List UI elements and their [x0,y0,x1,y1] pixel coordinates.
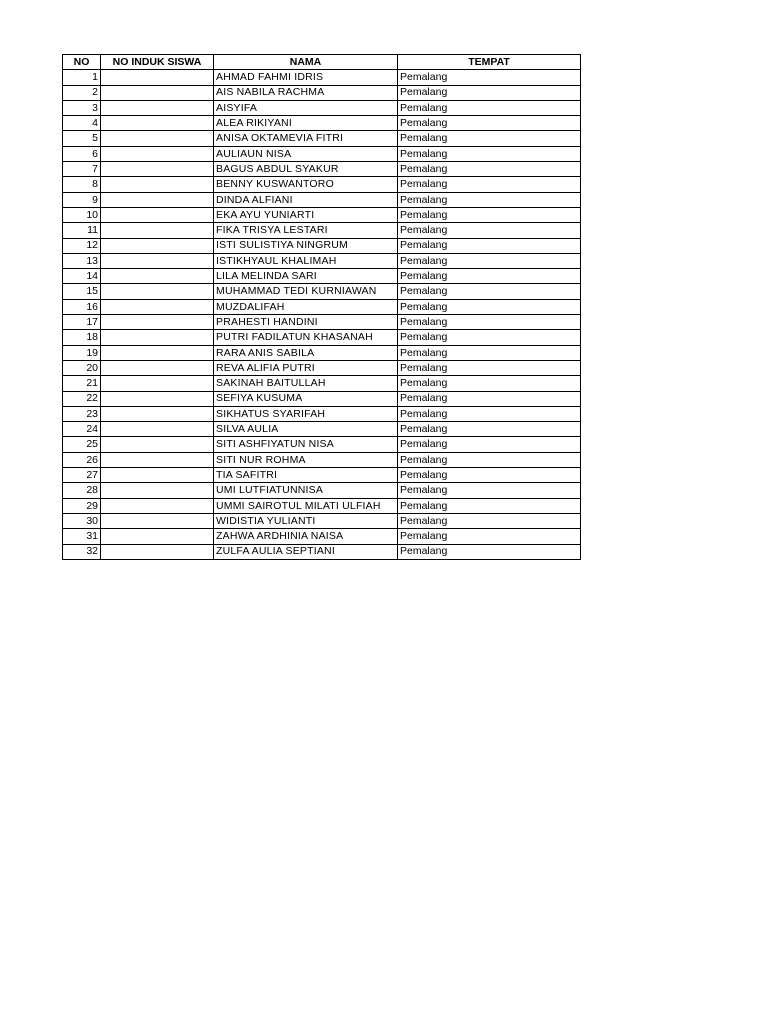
cell-no-induk-siswa [101,406,214,421]
header-no: NO [63,55,101,70]
header-tempat: TEMPAT [398,55,581,70]
cell-tempat: Pemalang [398,146,581,161]
cell-tempat: Pemalang [398,177,581,192]
cell-no-induk-siswa [101,452,214,467]
cell-no: 11 [63,223,101,238]
cell-no: 15 [63,284,101,299]
cell-nama: WIDISTIA YULIANTI [214,513,398,528]
cell-no: 30 [63,513,101,528]
cell-no: 5 [63,131,101,146]
cell-no-induk-siswa [101,116,214,131]
cell-tempat: Pemalang [398,406,581,421]
table-row [63,162,581,177]
cell-no: 25 [63,437,101,452]
cell-nama: PUTRI FADILATUN KHASANAH [214,330,398,345]
cell-nama: PRAHESTI HANDINI [214,315,398,330]
cell-tempat: Pemalang [398,299,581,314]
cell-no-induk-siswa [101,284,214,299]
cell-no-induk-siswa [101,70,214,85]
cell-no: 31 [63,529,101,544]
table-row [63,223,581,238]
cell-no: 16 [63,299,101,314]
table-row [63,483,581,498]
table-row [63,513,581,528]
cell-tempat: Pemalang [398,223,581,238]
cell-nama: SILVA AULIA [214,422,398,437]
cell-nama: ZULFA AULIA SEPTIANI [214,544,398,559]
cell-nama: TIA SAFITRI [214,468,398,483]
cell-no-induk-siswa [101,422,214,437]
cell-no: 21 [63,376,101,391]
table-row [63,406,581,421]
cell-tempat: Pemalang [398,376,581,391]
table-body [63,70,581,560]
cell-nama: SITI ASHFIYATUN NISA [214,437,398,452]
table-row [63,498,581,513]
cell-no-induk-siswa [101,238,214,253]
cell-tempat: Pemalang [398,498,581,513]
cell-no-induk-siswa [101,391,214,406]
table-row [63,238,581,253]
cell-nama: AHMAD FAHMI IDRIS [214,70,398,85]
table-row [63,422,581,437]
header-no-induk-siswa: NO INDUK SISWA [101,55,214,70]
cell-tempat: Pemalang [398,437,581,452]
cell-no-induk-siswa [101,529,214,544]
cell-no: 12 [63,238,101,253]
table-row [63,529,581,544]
cell-no-induk-siswa [101,253,214,268]
cell-no-induk-siswa [101,192,214,207]
table-row [63,207,581,222]
cell-no-induk-siswa [101,315,214,330]
cell-no: 22 [63,391,101,406]
cell-nama: UMI LUTFIATUNNISA [214,483,398,498]
cell-nama: ISTIKHYAUL KHALIMAH [214,253,398,268]
cell-no-induk-siswa [101,376,214,391]
cell-no: 7 [63,162,101,177]
cell-no-induk-siswa [101,468,214,483]
cell-nama: AISYIFA [214,100,398,115]
cell-no-induk-siswa [101,100,214,115]
table-row [63,315,581,330]
cell-nama: BENNY KUSWANTORO [214,177,398,192]
cell-no: 17 [63,315,101,330]
cell-tempat: Pemalang [398,131,581,146]
cell-nama: AIS NABILA RACHMA [214,85,398,100]
table-row [63,131,581,146]
cell-no: 3 [63,100,101,115]
cell-no: 14 [63,269,101,284]
cell-no: 6 [63,146,101,161]
table-row [63,468,581,483]
table-row [63,100,581,115]
student-table [62,54,581,560]
cell-tempat: Pemalang [398,100,581,115]
cell-nama: EKA AYU YUNIARTI [214,207,398,222]
cell-tempat: Pemalang [398,468,581,483]
header-row [63,55,581,70]
table-row [63,391,581,406]
cell-no-induk-siswa [101,162,214,177]
table-row [63,269,581,284]
cell-tempat: Pemalang [398,70,581,85]
cell-no: 9 [63,192,101,207]
cell-no: 20 [63,360,101,375]
table-row [63,284,581,299]
cell-no: 29 [63,498,101,513]
cell-no: 4 [63,116,101,131]
cell-nama: ANISA OKTAMEVIA FITRI [214,131,398,146]
cell-tempat: Pemalang [398,207,581,222]
cell-no: 32 [63,544,101,559]
table-row [63,360,581,375]
cell-no: 26 [63,452,101,467]
cell-no-induk-siswa [101,345,214,360]
table-row [63,544,581,559]
cell-no-induk-siswa [101,299,214,314]
table-header [63,55,581,70]
cell-no: 18 [63,330,101,345]
cell-tempat: Pemalang [398,192,581,207]
cell-nama: MUHAMMAD TEDI KURNIAWAN [214,284,398,299]
cell-no: 8 [63,177,101,192]
cell-nama: RARA ANIS SABILA [214,345,398,360]
cell-no-induk-siswa [101,544,214,559]
cell-tempat: Pemalang [398,253,581,268]
cell-no: 2 [63,85,101,100]
cell-no: 24 [63,422,101,437]
cell-no: 1 [63,70,101,85]
cell-tempat: Pemalang [398,162,581,177]
cell-nama: BAGUS ABDUL SYAKUR [214,162,398,177]
cell-no-induk-siswa [101,207,214,222]
table-row [63,330,581,345]
table-row [63,376,581,391]
cell-tempat: Pemalang [398,452,581,467]
cell-no-induk-siswa [101,498,214,513]
cell-nama: FIKA TRISYA LESTARI [214,223,398,238]
cell-no: 13 [63,253,101,268]
cell-nama: AULIAUN NISA [214,146,398,161]
table-row [63,253,581,268]
cell-no-induk-siswa [101,85,214,100]
cell-tempat: Pemalang [398,360,581,375]
table-row [63,299,581,314]
table-row [63,452,581,467]
cell-no-induk-siswa [101,513,214,528]
cell-nama: MUZDALIFAH [214,299,398,314]
cell-tempat: Pemalang [398,85,581,100]
cell-tempat: Pemalang [398,116,581,131]
cell-no-induk-siswa [101,330,214,345]
table-row [63,437,581,452]
cell-nama: LILA MELINDA SARI [214,269,398,284]
cell-no-induk-siswa [101,437,214,452]
cell-no-induk-siswa [101,131,214,146]
cell-tempat: Pemalang [398,529,581,544]
cell-no-induk-siswa [101,146,214,161]
table-row [63,192,581,207]
cell-nama: SEFIYA KUSUMA [214,391,398,406]
cell-no-induk-siswa [101,223,214,238]
cell-no-induk-siswa [101,269,214,284]
cell-tempat: Pemalang [398,284,581,299]
cell-no: 23 [63,406,101,421]
cell-tempat: Pemalang [398,330,581,345]
cell-tempat: Pemalang [398,391,581,406]
cell-tempat: Pemalang [398,345,581,360]
cell-nama: SAKINAH BAITULLAH [214,376,398,391]
table-row [63,70,581,85]
cell-no-induk-siswa [101,360,214,375]
cell-tempat: Pemalang [398,238,581,253]
cell-no: 19 [63,345,101,360]
table-row [63,146,581,161]
cell-no-induk-siswa [101,177,214,192]
table-row [63,345,581,360]
cell-nama: ALEA RIKIYANI [214,116,398,131]
header-nama: NAMA [214,55,398,70]
cell-no: 28 [63,483,101,498]
cell-tempat: Pemalang [398,483,581,498]
cell-tempat: Pemalang [398,422,581,437]
cell-no: 27 [63,468,101,483]
table-row [63,177,581,192]
cell-tempat: Pemalang [398,544,581,559]
table-row [63,116,581,131]
cell-nama: DINDA ALFIANI [214,192,398,207]
cell-tempat: Pemalang [398,513,581,528]
cell-nama: REVA ALIFIA PUTRI [214,360,398,375]
cell-tempat: Pemalang [398,269,581,284]
cell-nama: UMMI SAIROTUL MILATI ULFIAH [214,498,398,513]
table-row [63,85,581,100]
cell-tempat: Pemalang [398,315,581,330]
cell-nama: SIKHATUS SYARIFAH [214,406,398,421]
cell-nama: SITI NUR ROHMA [214,452,398,467]
cell-nama: ZAHWA ARDHINIA NAISA [214,529,398,544]
cell-no-induk-siswa [101,483,214,498]
cell-no: 10 [63,207,101,222]
cell-nama: ISTI SULISTIYA NINGRUM [214,238,398,253]
